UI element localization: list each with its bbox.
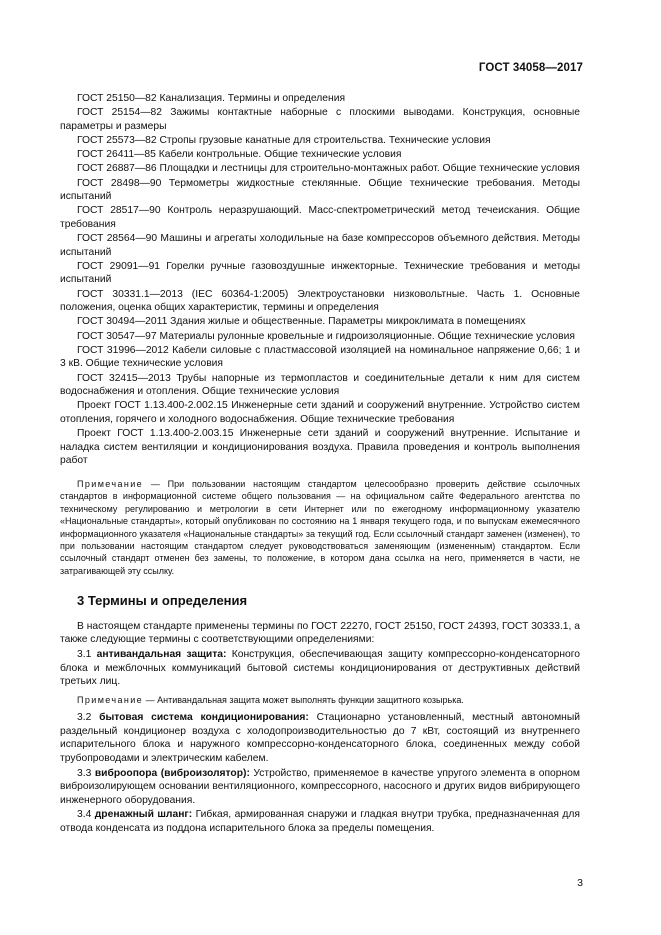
section-intro: В настоящем стандарте применены термины по ГОСТ 22270, ГОСТ 25150, ГОСТ 24393, ГОСТ 30333.1, а также следующие термины с соответствующими определениями: (60, 620, 580, 646)
note-text: — Антивандальная защита может выполнять функции защитного козырька. (143, 694, 464, 705)
document-header: ГОСТ 34058—2017 (478, 62, 583, 74)
term-number: 3.4 (77, 809, 95, 821)
reference-item: ГОСТ 28517—90 Контроль неразрушающий. Масс-спектрометрический метод течеискания. Общие требования (60, 205, 580, 230)
term-3-4 (60, 808, 580, 835)
term-definition: Гибкая, армированная снаружи и гладкая внутри трубка, предназначенная для отвода конденсата из поддона испарительного блока за пределы помещения. (60, 809, 580, 834)
term-definition: Стационарно установленный, местный автономный раздельный кондиционер воздуха с холодопроизводительностью до 7 кВт, состоящий из внутреннего испарительного блока и наружного компрессорно-конденсаторного блока, соединенных между собой трубопроводами и электрическим кабелем. (60, 712, 580, 764)
term-3-2 (60, 711, 580, 765)
reference-item: ГОСТ 32415—2013 Трубы напорные из термопластов и соединительные детали к ним для систем водоснабжения и отопления. Общие технические условия (60, 372, 580, 398)
term-definition: Устройство, применяемое в качестве упругого элемента в опорном виброизолирующем основании вентиляционного, компрессорного, насосного и других видов вибрирующего инженерного оборудования. (60, 767, 580, 806)
term-3-1 (60, 648, 580, 689)
reference-item: ГОСТ 25154—82 Зажимы контактные наборные с плоскими выводами. Конструкция, основные параметры и размеры (60, 107, 580, 132)
term-definition: Конструкция, обеспечивающая защиту компрессорно-конденсаторного блока и межблочных коммуникаций бытовой системы кондиционирования от деструктивных действий третьих лиц. (60, 648, 580, 688)
term-3-3 (60, 767, 580, 808)
reference-item: Проект ГОСТ 1.13.400-2.003.15 Инженерные сети зданий и сооружений внутренние. Испытание и наладка систем вентиляции и кондиционирования воздуха. Правила проведения и контроль выполнения работ (60, 428, 580, 467)
normative-references-list (60, 92, 580, 468)
term-title: виброопора (виброизолятор): (94, 767, 250, 779)
reference-item: ГОСТ 30331.1—2013 (IEC 60364-1:2005) Электроустановки низковольтные. Часть 1. Основные положения, оценка общих характеристик, термины и определения (60, 288, 580, 314)
reference-item: ГОСТ 28498—90 Термометры жидкостные стеклянные. Общие технические требования. Методы испытаний (60, 177, 580, 203)
reference-item: ГОСТ 30547—97 Материалы рулонные кровельные и гидроизоляционные. Общие технические условия (77, 330, 575, 342)
term-number: 3.1 (77, 648, 97, 660)
page-content (60, 92, 580, 837)
reference-item: ГОСТ 31996—2012 Кабели силовые с пластмассовой изоляцией на номинальное напряжение 0,66; 1 и 3 кВ. Общие технические условия (60, 344, 580, 370)
reference-item: Проект ГОСТ 1.13.400-2.002.15 Инженерные сети зданий и сооружений внутренние. Устройство систем отопления, горячего и холодного водоснабжения. Общие технические требования (60, 400, 580, 425)
reference-item: ГОСТ 25573—82 Стропы грузовые канатные для строительства. Технические условия (77, 134, 491, 146)
note-text: — При пользовании настоящим стандартом целесообразно проверить действие ссылочных стандартов в информационной системе общего пользования — на официальном сайте Федерального агентства по техническому регулированию и метрологии в сети Интернет или по ежегодному информационному указателю «Национальные стандарты», который опубликован по состоянию на 1 января текущего года, и по выпускам ежемесячного информационного указателя «Национальные стандарты» за текущий год. Если ссылочный стандарт заменен (изменен), то при пользовании настоящим стандартом следует руководствоваться заменяющим (измененным) стандартом. Если ссылочный стандарт отменен без замены, то положение, в котором дана ссылка на него, применяется в части, не затрагивающей эту ссылку. (60, 478, 580, 576)
term-title: бытовая система кондиционирования: (99, 712, 309, 724)
term-number: 3.3 (77, 767, 95, 779)
term-title: дренажный шланг: (94, 809, 193, 821)
section-heading: 3 Термины и определения (77, 593, 248, 609)
reference-item: ГОСТ 28564—90 Машины и агрегаты холодильные на базе компрессоров объемного действия. Методы испытаний (60, 233, 580, 258)
note-label: Примечание (77, 478, 144, 489)
term-note (60, 694, 580, 706)
reference-item: ГОСТ 25150—82 Канализация. Термины и определения (77, 93, 346, 104)
reference-item: ГОСТ 29091—91 Горелки ручные газовоздушные инжекторные. Технические требования и методы испытаний (60, 260, 580, 286)
page-number: 3 (577, 877, 583, 889)
term-number: 3.2 (77, 712, 100, 724)
terms-section (60, 620, 580, 836)
reference-item: ГОСТ 26887—86 Площадки и лестницы для строительно-монтажных работ. Общие технические условия (77, 163, 580, 175)
term-title: антивандальная защита: (96, 648, 227, 660)
reference-item: ГОСТ 26411—85 Кабели контрольные. Общие технические условия (77, 149, 402, 161)
references-note (60, 478, 580, 577)
reference-item: ГОСТ 30494—2011 Здания жилые и общественные. Параметры микроклимата в помещениях (77, 316, 526, 328)
note-label: Примечание (77, 694, 144, 705)
